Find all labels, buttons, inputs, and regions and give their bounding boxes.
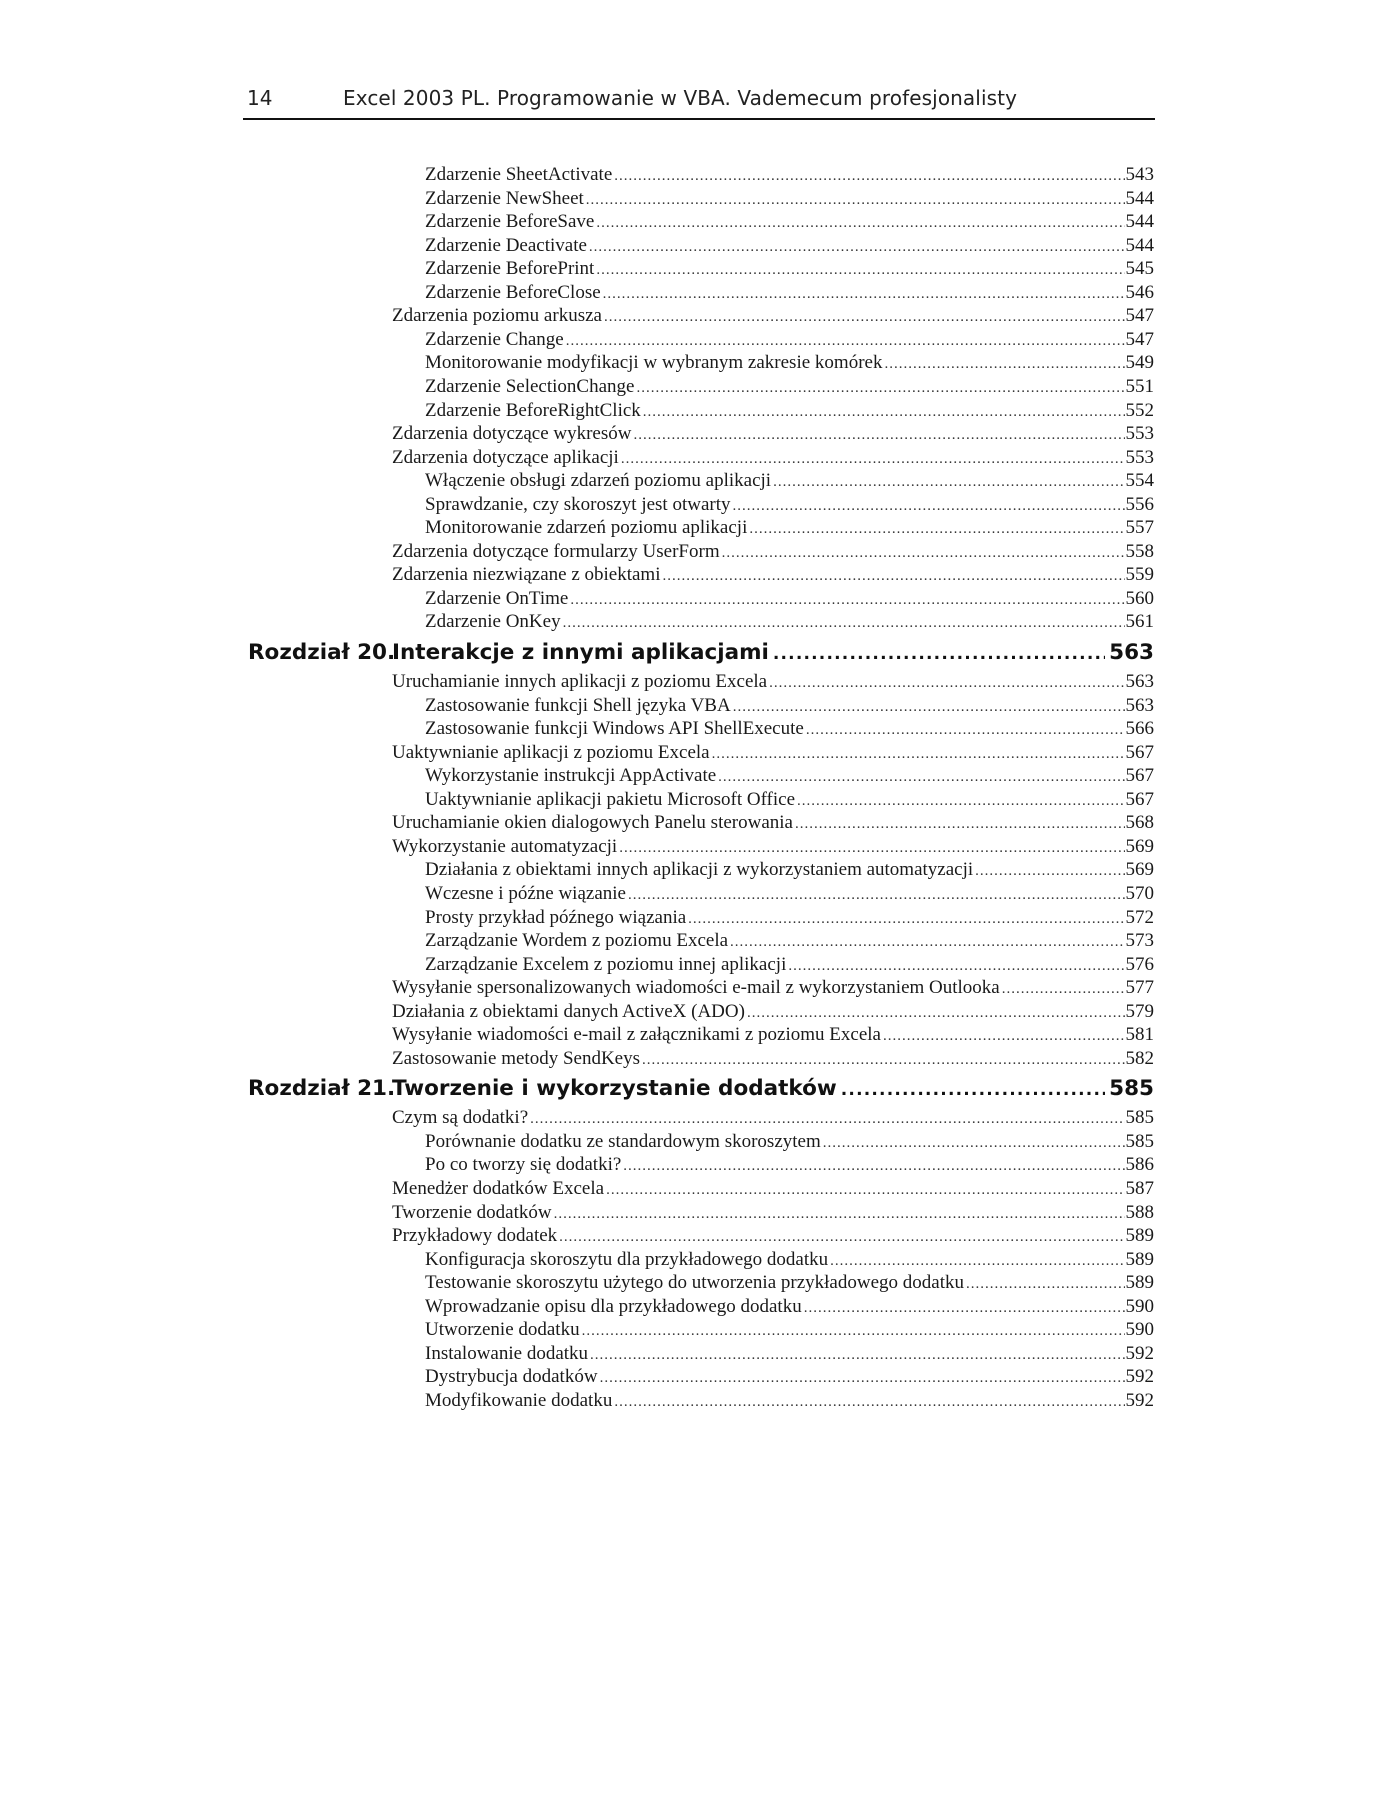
dot-leader bbox=[749, 517, 1124, 541]
toc-entry-title: Wczesne i późne wiązanie bbox=[425, 882, 626, 904]
toc-entry bbox=[392, 1000, 1154, 1024]
toc-entry-page: 563 bbox=[1125, 671, 1154, 692]
toc-entry-title: Porównanie dodatku ze standardowym skoroszytem bbox=[425, 1130, 821, 1152]
toc-entry-page: 587 bbox=[1125, 1178, 1154, 1199]
dot-leader bbox=[712, 742, 1125, 766]
dot-leader bbox=[619, 836, 1124, 860]
toc-entry-page: 568 bbox=[1125, 812, 1154, 834]
dot-leader bbox=[975, 859, 1124, 883]
toc-entry bbox=[425, 1153, 1154, 1177]
toc-entry-page: 582 bbox=[1125, 1047, 1154, 1069]
toc-entry-title: Konfiguracja skoroszytu dla przykładowego dodatku bbox=[425, 1248, 829, 1270]
dot-leader bbox=[582, 1319, 1125, 1343]
toc-entry bbox=[425, 1342, 1154, 1366]
toc-entry-title: Wysyłanie spersonalizowanych wiadomości e-mail z wykorzystaniem Outlooka bbox=[392, 977, 1000, 999]
toc-entry-title: Uaktywnianie aplikacji z poziomu Excela bbox=[392, 741, 710, 763]
toc-entry-title: Działania z obiektami danych ActiveX (ADO) bbox=[392, 1000, 745, 1022]
chapter-label: Rozdział 21. bbox=[248, 1076, 396, 1102]
toc-entry-page: 553 bbox=[1125, 423, 1154, 445]
toc-entry-title: Zdarzenia niezwiązane z obiektami bbox=[392, 564, 661, 586]
toc-entry-page: 585 bbox=[1125, 1107, 1154, 1129]
toc-entry bbox=[425, 375, 1154, 399]
toc-entry-page: 592 bbox=[1125, 1342, 1154, 1364]
toc-entry-title: Zdarzenie Change bbox=[425, 328, 564, 350]
toc-entry bbox=[425, 953, 1154, 977]
toc-entry-title: Tworzenie dodatków bbox=[392, 1201, 552, 1223]
toc-entry-page: 590 bbox=[1125, 1295, 1154, 1317]
dot-leader bbox=[636, 376, 1124, 400]
toc-entry-page: 553 bbox=[1125, 446, 1154, 468]
dot-leader bbox=[773, 639, 1105, 669]
dot-leader bbox=[554, 1202, 1125, 1226]
toc-entry-page: 557 bbox=[1125, 517, 1154, 539]
dot-leader bbox=[966, 1272, 1125, 1296]
dot-leader bbox=[747, 1001, 1125, 1025]
toc-entry-page: 559 bbox=[1125, 564, 1154, 586]
toc-entry-title: Działania z obiektami innych aplikacji z wykorzystaniem automatyzacji bbox=[425, 859, 974, 881]
toc-entry-title: Wprowadzanie opisu dla przykładowego dodatku bbox=[425, 1295, 802, 1317]
toc-entry bbox=[425, 858, 1154, 882]
toc-entry bbox=[392, 741, 1154, 765]
toc-entry bbox=[425, 399, 1154, 423]
toc-entry bbox=[392, 835, 1154, 859]
toc-entry-title: Przykładowy dodatek bbox=[392, 1225, 558, 1247]
dot-leader bbox=[634, 423, 1125, 447]
toc-entry bbox=[425, 1271, 1154, 1295]
toc-entry-title: Wykorzystanie automatyzacji bbox=[392, 835, 618, 857]
toc-entry-page: 544 bbox=[1125, 187, 1154, 209]
toc-entry-title: Sprawdzanie, czy skoroszyt jest otwarty bbox=[425, 493, 731, 515]
toc-entry bbox=[392, 1224, 1154, 1248]
toc-entry-title: Zdarzenia dotyczące formularzy UserForm bbox=[392, 540, 720, 562]
toc-entry-page: 558 bbox=[1125, 540, 1154, 562]
toc-entry-page: 563 bbox=[1125, 694, 1154, 716]
toc-entry-title: Prosty przykład późnego wiązania bbox=[425, 906, 687, 928]
toc-entry-title: Monitorowanie modyfikacji w wybranym zakresie komórek bbox=[425, 352, 883, 374]
dot-leader bbox=[563, 611, 1125, 635]
toc-entry-title: Uruchamianie okien dialogowych Panelu sterowania bbox=[392, 812, 793, 834]
toc-entry-page: 547 bbox=[1125, 328, 1154, 350]
toc-entry-page: 579 bbox=[1125, 1000, 1154, 1022]
toc-entry bbox=[392, 422, 1154, 446]
dot-leader bbox=[733, 494, 1125, 518]
toc-entry-page: 589 bbox=[1125, 1272, 1154, 1294]
toc-entry bbox=[392, 1177, 1154, 1201]
toc-entry-page: 560 bbox=[1125, 587, 1154, 609]
toc-entry-title: Zdarzenia dotyczące aplikacji bbox=[392, 446, 619, 468]
dot-leader bbox=[642, 1048, 1124, 1072]
toc-entry-title: Zdarzenie BeforeSave bbox=[425, 211, 595, 233]
toc-entry-title: Modyfikowanie dodatku bbox=[425, 1389, 613, 1411]
toc-entry-page: 585 bbox=[1125, 1130, 1154, 1152]
toc-entry-page: 556 bbox=[1125, 493, 1154, 515]
dot-leader bbox=[830, 1249, 1124, 1273]
toc-entry-page: 590 bbox=[1125, 1319, 1154, 1341]
toc-entry-page: 546 bbox=[1125, 281, 1154, 303]
toc-entry-page: 570 bbox=[1125, 882, 1154, 904]
toc-entry-title: Czym są dodatki? bbox=[392, 1107, 529, 1129]
toc-entry-title: Uruchamianie innych aplikacji z poziomu Excela bbox=[392, 671, 768, 692]
toc-entry bbox=[425, 187, 1154, 211]
toc-entry-page: 545 bbox=[1125, 258, 1154, 280]
dot-leader bbox=[590, 1343, 1124, 1367]
toc-entry-title: Zarządzanie Wordem z poziomu Excela bbox=[425, 930, 729, 952]
toc-entry bbox=[425, 610, 1154, 634]
toc-entry-title: Wykorzystanie instrukcji AppActivate bbox=[425, 765, 717, 787]
chapter-page: 585 bbox=[1109, 1076, 1154, 1102]
toc-entry-page: 573 bbox=[1125, 930, 1154, 952]
toc-entry bbox=[425, 257, 1154, 281]
toc-entry-title: Zastosowanie funkcji Windows API ShellExecute bbox=[425, 718, 804, 740]
toc-entry bbox=[425, 234, 1154, 258]
toc-entry bbox=[392, 1047, 1154, 1071]
toc-entry-title: Zdarzenie SheetActivate bbox=[425, 164, 613, 185]
page-number: 14 bbox=[247, 86, 273, 110]
toc-entry bbox=[425, 1130, 1154, 1154]
toc-entry-title: Menedżer dodatków Excela bbox=[392, 1178, 605, 1199]
toc-entry-page: 577 bbox=[1125, 977, 1154, 999]
toc-entry bbox=[425, 210, 1154, 234]
toc-entry-title: Dystrybucja dodatków bbox=[425, 1366, 598, 1388]
toc-entry bbox=[425, 587, 1154, 611]
toc-entry-title: Po co tworzy się dodatki? bbox=[425, 1154, 622, 1176]
dot-leader bbox=[586, 188, 1125, 212]
toc-entry-page: 588 bbox=[1125, 1201, 1154, 1223]
toc-entry-title: Zdarzenie BeforePrint bbox=[425, 258, 595, 280]
dot-leader bbox=[628, 883, 1125, 907]
dot-leader bbox=[596, 258, 1124, 282]
book-title: Excel 2003 PL. Programowanie w VBA. Vademecum profesjonalisty bbox=[343, 86, 1017, 110]
toc-entry bbox=[425, 1389, 1154, 1413]
toc-entry-page: 572 bbox=[1125, 906, 1154, 928]
toc-entry bbox=[392, 304, 1154, 328]
toc-entry-title: Zdarzenia dotyczące wykresów bbox=[392, 423, 632, 445]
toc-entry bbox=[425, 163, 1154, 187]
toc-entry-title: Zdarzenie BeforeClose bbox=[425, 281, 601, 303]
toc-entry-title: Wysyłanie wiadomości e-mail z załącznikami z poziomu Excela bbox=[392, 1024, 881, 1046]
toc-entry bbox=[425, 469, 1154, 493]
toc-entry bbox=[425, 328, 1154, 352]
running-header bbox=[243, 86, 1155, 120]
dot-leader bbox=[614, 164, 1124, 188]
dot-leader bbox=[614, 1390, 1124, 1414]
toc-entry-page: 586 bbox=[1125, 1154, 1154, 1176]
dot-leader bbox=[841, 1075, 1105, 1105]
toc-entry bbox=[425, 351, 1154, 375]
toc-entry bbox=[425, 906, 1154, 930]
toc-entry bbox=[425, 281, 1154, 305]
toc-entry bbox=[392, 1201, 1154, 1225]
toc-entry bbox=[392, 563, 1154, 587]
toc-entry-page: 567 bbox=[1125, 788, 1154, 810]
dot-leader bbox=[570, 588, 1124, 612]
toc-entry bbox=[425, 1248, 1154, 1272]
chapter-label: Rozdział 20. bbox=[248, 640, 396, 665]
chapter-title: Interakcje z innymi aplikacjami bbox=[392, 640, 769, 665]
toc-entry-page: 552 bbox=[1125, 399, 1154, 421]
toc-entry-title: Zdarzenie BeforeRightClick bbox=[425, 399, 641, 421]
toc-entry-page: 543 bbox=[1125, 164, 1154, 185]
toc-entry bbox=[425, 788, 1154, 812]
toc-entry-page: 544 bbox=[1125, 211, 1154, 233]
toc-entry bbox=[425, 929, 1154, 953]
dot-leader bbox=[623, 1154, 1124, 1178]
chapter-page: 563 bbox=[1109, 640, 1154, 665]
toc-entry-title: Testowanie skoroszytu użytego do utworzenia przykładowego dodatku bbox=[425, 1272, 964, 1294]
toc-entry-page: 569 bbox=[1125, 835, 1154, 857]
toc-entry-title: Zdarzenie Deactivate bbox=[425, 234, 587, 256]
dot-leader bbox=[596, 211, 1124, 235]
toc-entry-title: Włączenie obsługi zdarzeń poziomu aplikacji bbox=[425, 470, 772, 492]
toc-entry bbox=[392, 976, 1154, 1000]
dot-leader bbox=[718, 765, 1124, 789]
toc-entry-page: 544 bbox=[1125, 234, 1154, 256]
dot-leader bbox=[663, 564, 1125, 588]
toc-entry-title: Zastosowanie funkcji Shell języka VBA bbox=[425, 694, 731, 716]
toc-entry bbox=[425, 764, 1154, 788]
chapter-heading bbox=[248, 638, 1154, 668]
toc-entry-title: Zdarzenie NewSheet bbox=[425, 187, 584, 209]
dot-leader bbox=[883, 1024, 1125, 1048]
toc-entry-title: Monitorowanie zdarzeń poziomu aplikacji bbox=[425, 517, 748, 539]
toc-entry-page: 589 bbox=[1125, 1248, 1154, 1270]
dot-leader bbox=[797, 789, 1124, 813]
toc-entry-page: 581 bbox=[1125, 1024, 1154, 1046]
toc-entry-page: 592 bbox=[1125, 1389, 1154, 1411]
dot-leader bbox=[722, 541, 1125, 565]
toc-entry bbox=[392, 670, 1154, 694]
dot-leader bbox=[884, 352, 1124, 376]
toc-entry bbox=[392, 811, 1154, 835]
dot-leader bbox=[606, 1178, 1124, 1202]
toc-entry bbox=[392, 1023, 1154, 1047]
toc-entry-title: Zarządzanie Excelem z poziomu innej aplikacji bbox=[425, 953, 787, 975]
dot-leader bbox=[530, 1107, 1124, 1131]
toc-entry bbox=[392, 1106, 1154, 1130]
toc-entry-page: 592 bbox=[1125, 1366, 1154, 1388]
toc-entry-page: 566 bbox=[1125, 718, 1154, 740]
toc-entry-page: 554 bbox=[1125, 470, 1154, 492]
dot-leader bbox=[643, 400, 1125, 424]
toc-entry-page: 576 bbox=[1125, 953, 1154, 975]
dot-leader bbox=[621, 447, 1125, 471]
dot-leader bbox=[773, 470, 1124, 494]
toc-entry-page: 547 bbox=[1125, 305, 1154, 327]
dot-leader bbox=[1002, 977, 1125, 1001]
dot-leader bbox=[806, 718, 1125, 742]
toc-entry-page: 569 bbox=[1125, 859, 1154, 881]
dot-leader bbox=[730, 930, 1124, 954]
toc-entry-title: Zdarzenie OnTime bbox=[425, 587, 569, 609]
toc-entry-page: 567 bbox=[1125, 765, 1154, 787]
toc-entry-page: 551 bbox=[1125, 375, 1154, 397]
toc-entry-title: Zdarzenie SelectionChange bbox=[425, 375, 635, 397]
toc-entry bbox=[425, 1295, 1154, 1319]
dot-leader bbox=[589, 235, 1125, 259]
toc-entry-title: Instalowanie dodatku bbox=[425, 1342, 589, 1364]
toc-entry-page: 549 bbox=[1125, 352, 1154, 374]
toc-entry-page: 567 bbox=[1125, 741, 1154, 763]
toc-entry bbox=[425, 516, 1154, 540]
toc-entry-title: Zdarzenie OnKey bbox=[425, 611, 561, 633]
dot-leader bbox=[804, 1296, 1125, 1320]
toc-entry bbox=[425, 1365, 1154, 1389]
chapter-title: Tworzenie i wykorzystanie dodatków bbox=[392, 1076, 837, 1102]
dot-leader bbox=[788, 954, 1124, 978]
toc-entry-title: Zdarzenia poziomu arkusza bbox=[392, 305, 602, 327]
toc-entry-title: Utworzenie dodatku bbox=[425, 1319, 580, 1341]
dot-leader bbox=[769, 671, 1124, 695]
toc-entry bbox=[425, 882, 1154, 906]
toc-entry bbox=[392, 540, 1154, 564]
toc-entry bbox=[425, 694, 1154, 718]
dot-leader bbox=[603, 282, 1125, 306]
dot-leader bbox=[688, 907, 1124, 931]
toc-entry bbox=[392, 446, 1154, 470]
dot-leader bbox=[733, 695, 1125, 719]
toc-entry-page: 561 bbox=[1125, 611, 1154, 633]
toc-entry bbox=[425, 717, 1154, 741]
dot-leader bbox=[559, 1225, 1124, 1249]
toc-entry bbox=[425, 493, 1154, 517]
toc-entry-title: Zastosowanie metody SendKeys bbox=[392, 1047, 641, 1069]
toc-entry-page: 589 bbox=[1125, 1225, 1154, 1247]
toc-entry-title: Uaktywnianie aplikacji pakietu Microsoft Office bbox=[425, 788, 796, 810]
dot-leader bbox=[795, 812, 1125, 836]
chapter-heading bbox=[248, 1074, 1154, 1104]
dot-leader bbox=[604, 305, 1125, 329]
dot-leader bbox=[823, 1131, 1125, 1155]
dot-leader bbox=[600, 1366, 1125, 1390]
dot-leader bbox=[566, 329, 1125, 353]
toc-entry bbox=[425, 1318, 1154, 1342]
